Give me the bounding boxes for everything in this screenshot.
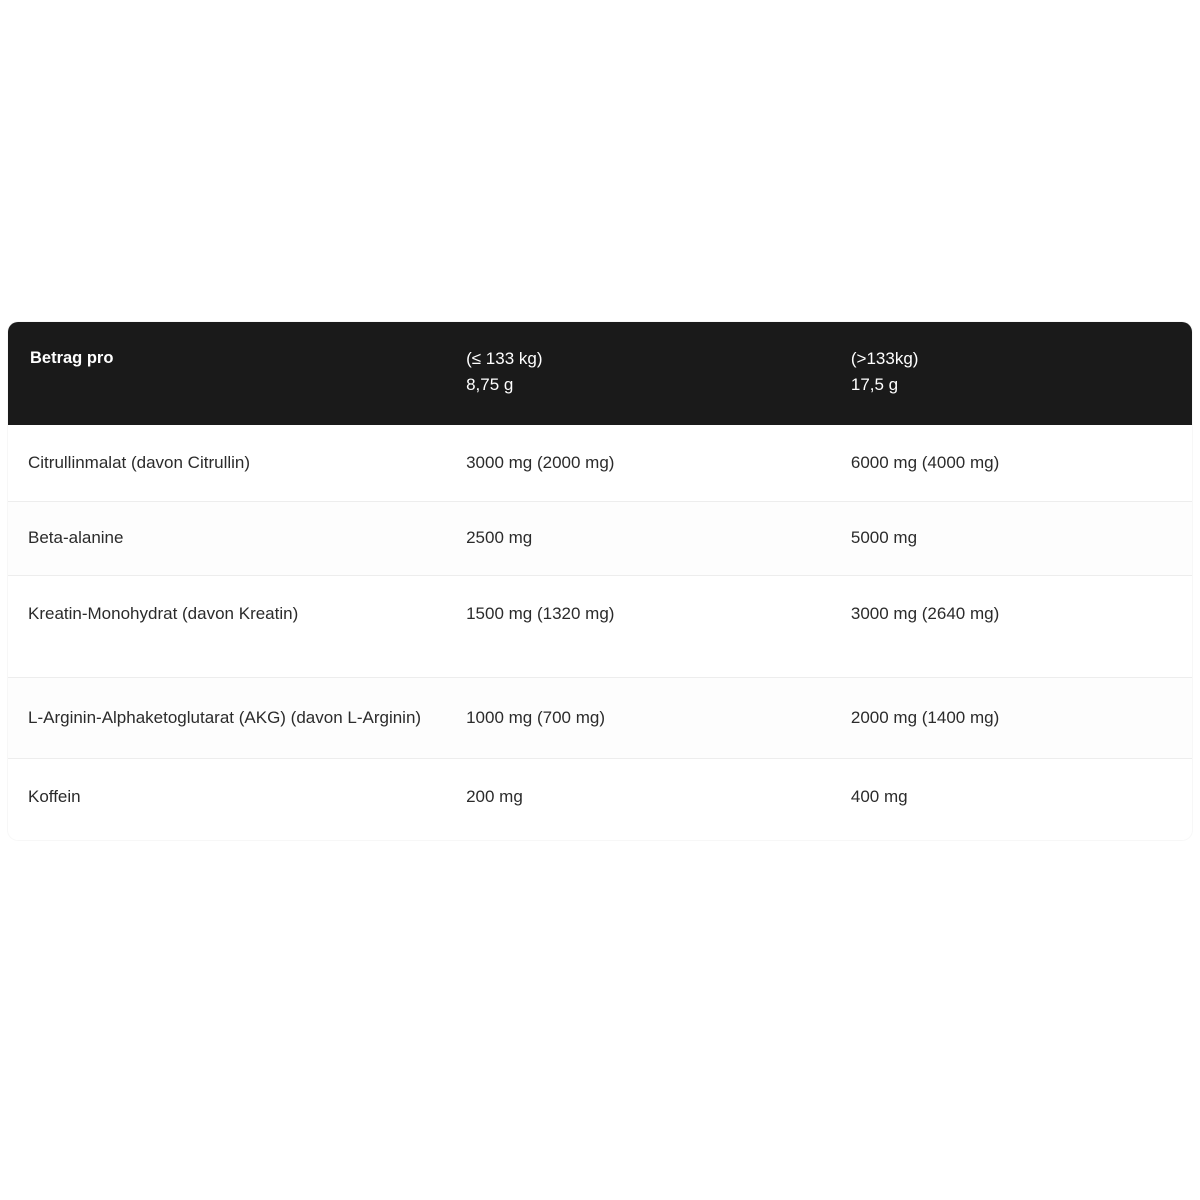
ingredient-amount-small: 1500 mg (1320 mg)	[446, 575, 831, 677]
ingredient-name: Kreatin-Monohydrat (davon Kreatin)	[8, 575, 446, 677]
header-serving-small-amount: 8,75 g	[466, 375, 514, 395]
nutrition-facts-table	[8, 322, 1192, 840]
ingredient-amount-small: 200 mg	[446, 759, 831, 840]
table-row	[8, 677, 1192, 759]
ingredient-amount-large: 6000 mg (4000 mg)	[831, 425, 1192, 502]
table-row	[8, 425, 1192, 502]
header-serving-large-amount: 17,5 g	[850, 375, 899, 395]
header-serving-large	[831, 322, 1192, 425]
table-row	[8, 575, 1192, 677]
header-serving-large-range: (>133kg)	[850, 349, 919, 368]
table-row	[8, 502, 1192, 576]
header-amount-per-label	[8, 322, 446, 425]
ingredient-amount-large: 5000 mg	[831, 502, 1192, 576]
table-row	[8, 759, 1192, 840]
ingredient-amount-small: 2500 mg	[446, 502, 831, 576]
ingredient-amount-small: 1000 mg (700 mg)	[446, 677, 831, 759]
ingredient-amount-small: 3000 mg (2000 mg)	[446, 425, 831, 502]
table-header-row	[8, 322, 1192, 425]
ingredient-name: Citrullinmalat (davon Citrullin)	[8, 425, 446, 502]
header-serving-small-range: (≤ 133 kg)	[466, 349, 543, 368]
table-body	[8, 425, 1192, 840]
nutrition-table-container	[8, 322, 1192, 840]
ingredient-amount-large: 400 mg	[831, 759, 1192, 840]
header-serving-small	[446, 322, 831, 425]
ingredient-name: Beta-alanine	[8, 502, 446, 576]
ingredient-name: Koffein	[8, 759, 446, 840]
table-header	[8, 322, 1192, 425]
ingredient-amount-large: 2000 mg (1400 mg)	[831, 677, 1192, 759]
header-amount-per-text: Betrag pro	[30, 349, 114, 367]
ingredient-amount-large: 3000 mg (2640 mg)	[831, 575, 1192, 677]
ingredient-name: L-Arginin-Alphaketoglutarat (AKG) (davon L-Arginin)	[8, 677, 446, 759]
